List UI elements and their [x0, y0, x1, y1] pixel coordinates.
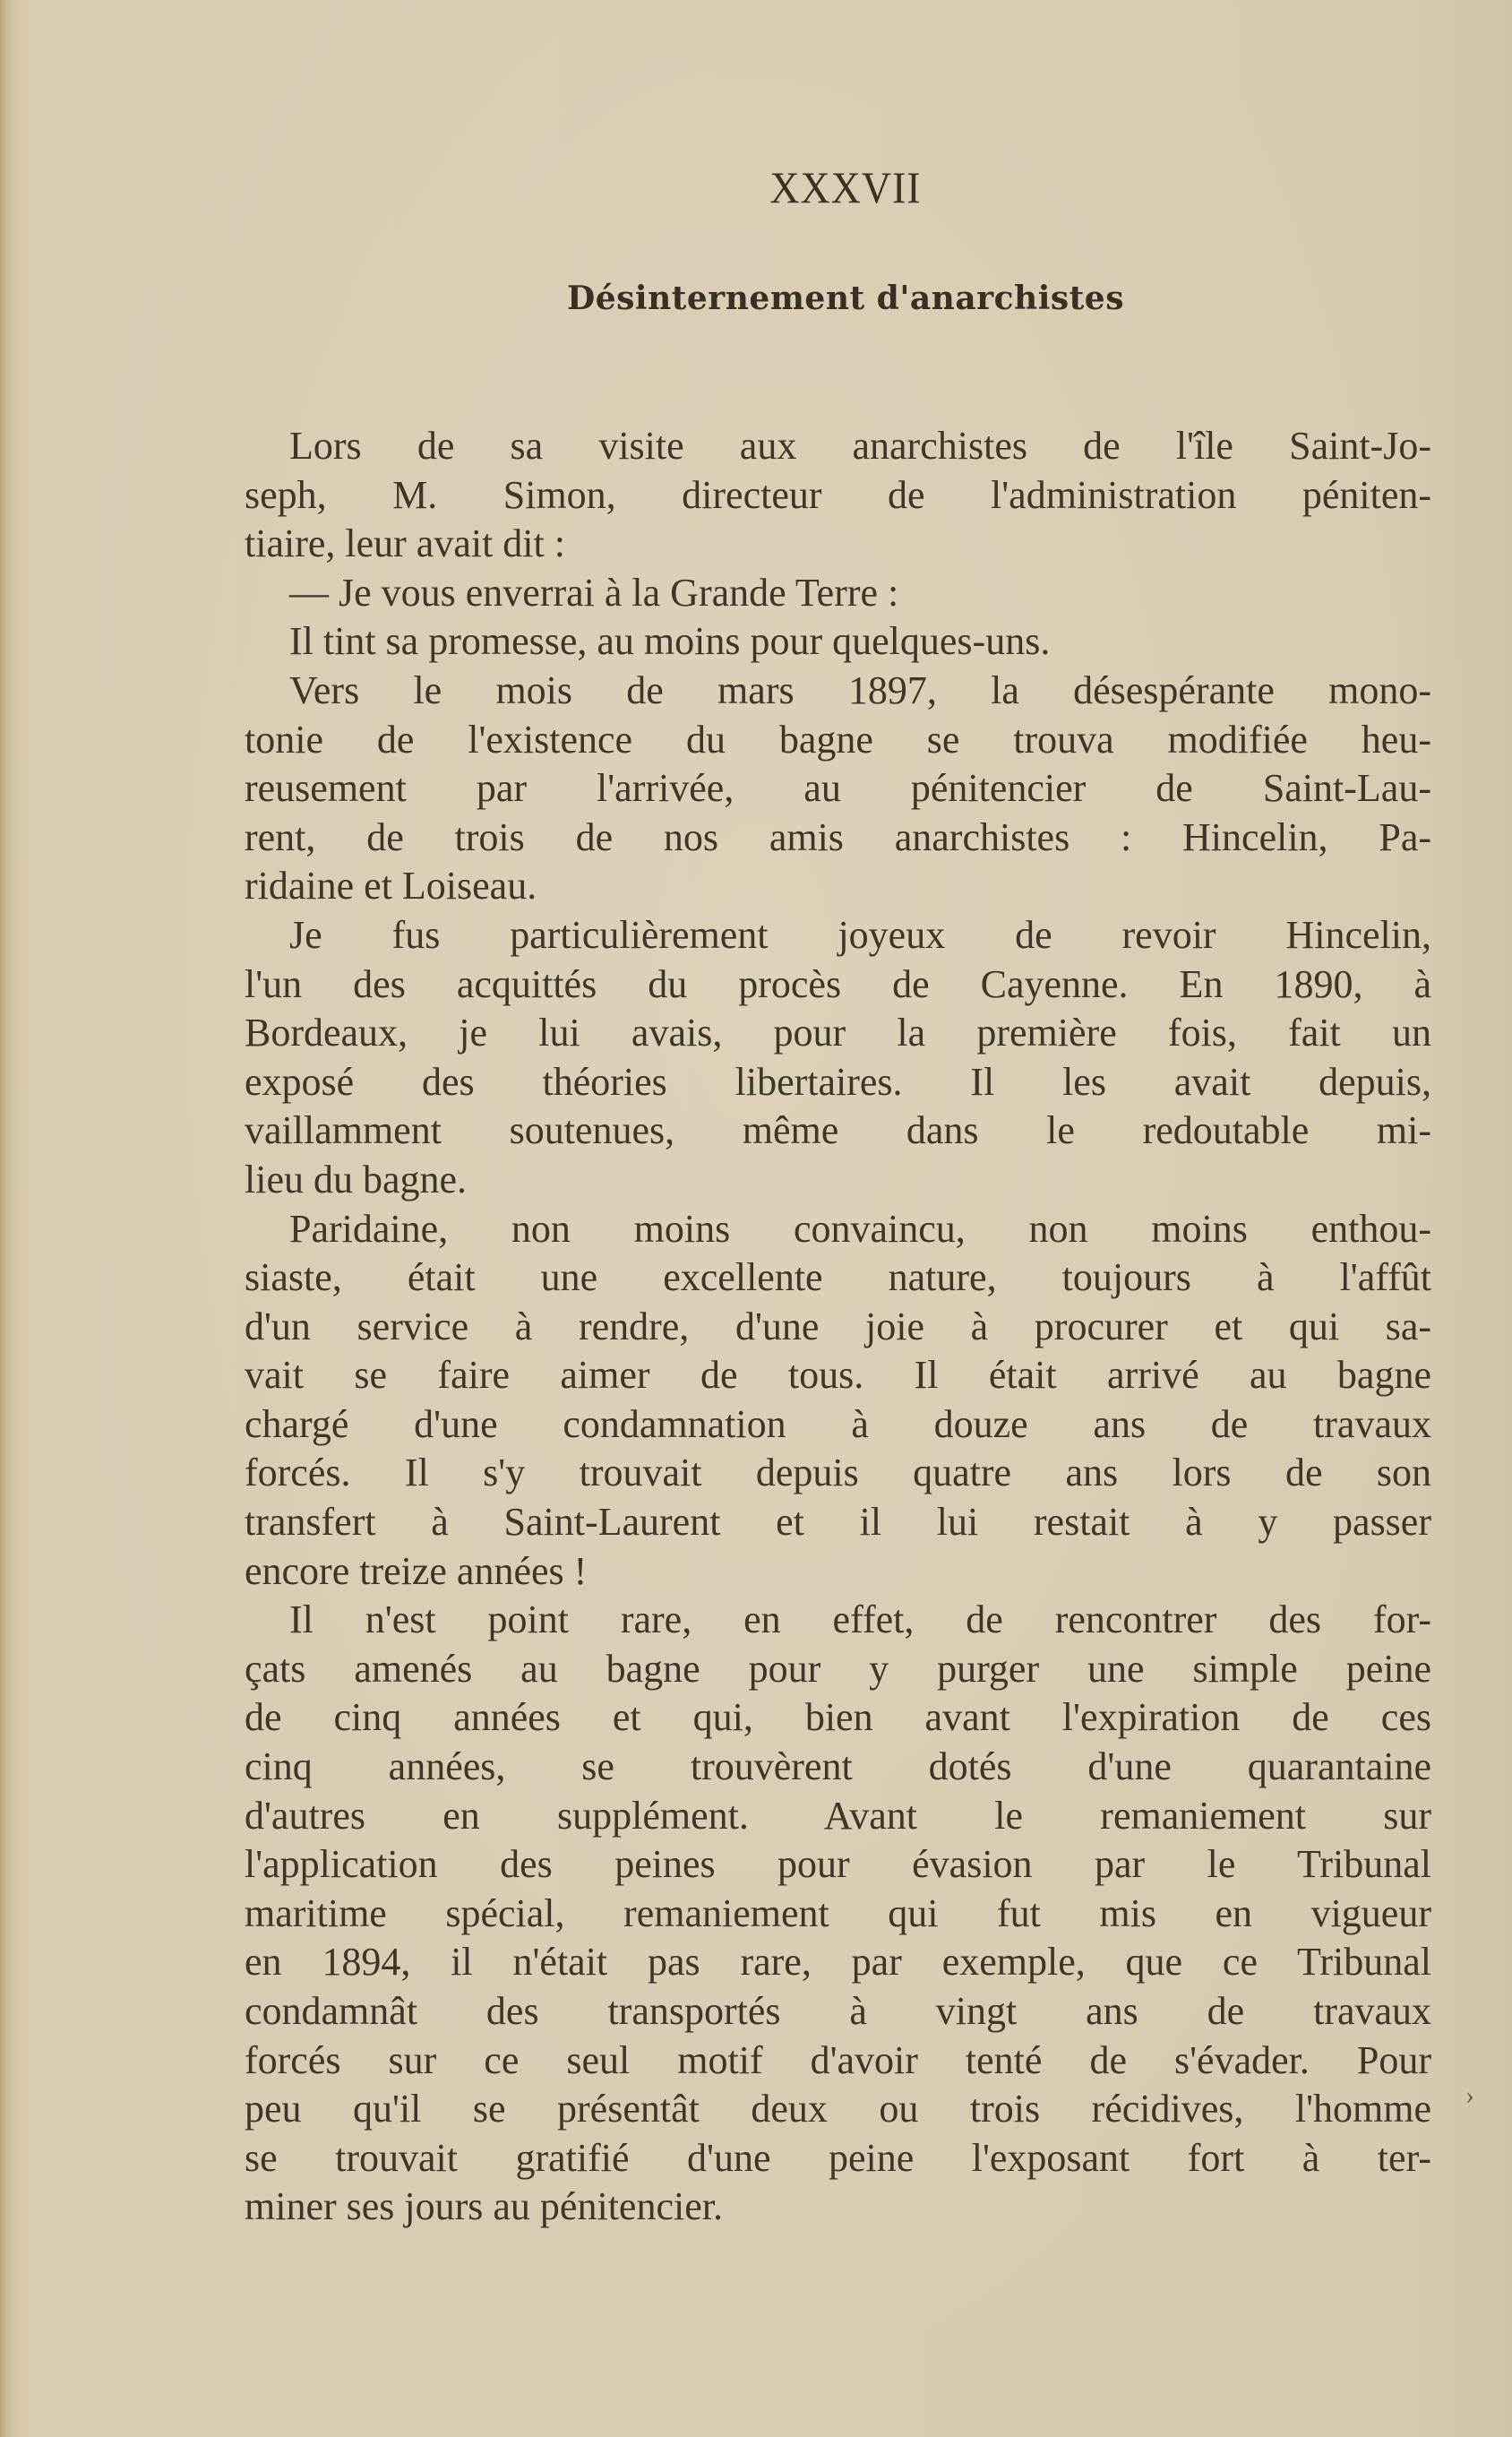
text-line: d'autres en supplément. Avant le remaniement sur: [245, 1793, 1431, 1838]
text-line: l'un des acquittés du procès de Cayenne. En 1890, à: [245, 961, 1431, 1006]
text-line: exposé des théories libertaires. Il les avait depuis,: [245, 1059, 1431, 1104]
text-line: se trouvait gratifié d'une peine l'exposant fort à ter-: [245, 2135, 1431, 2180]
text-line: siaste, était une excellente nature, toujours à l'affût: [245, 1255, 1431, 1300]
text-line: çats amenés au bagne pour y purger une simple peine: [245, 1646, 1431, 1691]
text-line: vait se faire aimer de tous. Il était arrivé au bagne: [245, 1353, 1431, 1398]
text-line: encore treize années !: [245, 1548, 588, 1593]
text-line: Il n'est point rare, en effet, de rencontrer des for-: [289, 1597, 1431, 1642]
text-line: cinq années, se trouvèrent dotés d'une quarantaine: [245, 1744, 1431, 1789]
text-line: forcés sur ce seul motif d'avoir tenté de s'évader. Pour: [245, 2037, 1431, 2082]
text-line: Je fus particulièrement joyeux de revoir Hincelin,: [289, 912, 1431, 957]
text-line: lieu du bagne.: [245, 1157, 468, 1201]
text-line: maritime spécial, remaniement qui fut mis en vigueur: [245, 1890, 1431, 1935]
text-line: condamnât des transportés à vingt ans de travaux: [245, 1989, 1431, 2033]
text-line: rent, de trois de nos amis anarchistes : Hincelin, Pa-: [245, 814, 1431, 859]
chapter-number: XXXVII: [769, 162, 922, 212]
text-line: Lors de sa visite aux anarchistes de l'île Saint-Jo-: [289, 424, 1431, 468]
text-line: d'un service à rendre, d'une joie à procurer et qui sa-: [245, 1304, 1431, 1348]
text-line: miner ses jours au pénitencier.: [245, 2184, 723, 2229]
text-line: ridaine et Loiseau.: [245, 864, 537, 908]
text-line: chargé d'une condamnation à douze ans de travaux: [245, 1401, 1431, 1446]
text-line: Bordeaux, je lui avais, pour la première fois, fait un: [245, 1011, 1431, 1055]
text-line: transfert à Saint-Laurent et il lui restait à y passer: [245, 1500, 1431, 1545]
chapter-title: Désinternement d'anarchistes: [567, 280, 1124, 317]
margin-mark: ›: [1465, 2080, 1474, 2110]
text-line: Paridaine, non moins convaincu, non moins enthou-: [289, 1206, 1431, 1251]
page-spine-edge: [0, 0, 13, 2437]
text-line: reusement par l'arrivée, au pénitencier de Saint-Lau-: [245, 766, 1431, 811]
text-line: forcés. Il s'y trouvait depuis quatre ans lors de son: [245, 1451, 1431, 1495]
text-line: l'application des peines pour évasion par le Tribunal: [245, 1842, 1431, 1887]
text-line: vaillamment soutenues, même dans le redoutable mi-: [245, 1108, 1431, 1153]
text-line: — Je vous enverrai à la Grande Terre :: [289, 570, 899, 615]
text-line: Il tint sa promesse, au moins pour quelques-uns.: [289, 619, 1051, 664]
body-text: [245, 422, 1431, 2232]
text-line: peu qu'il se présentât deux ou trois récidives, l'homme: [245, 2087, 1431, 2131]
text-line: seph, M. Simon, directeur de l'administration péniten-: [245, 472, 1431, 517]
text-line: en 1894, il n'était pas rare, par exemple, que ce Tribunal: [245, 1940, 1431, 1985]
text-line: tonie de l'existence du bagne se trouva modifiée heu-: [245, 717, 1431, 762]
text-line: tiaire, leur avait dit :: [245, 521, 565, 566]
text-line: Vers le mois de mars 1897, la désespérante mono-: [289, 667, 1431, 712]
text-line: de cinq années et qui, bien avant l'expiration de ces: [245, 1695, 1431, 1740]
